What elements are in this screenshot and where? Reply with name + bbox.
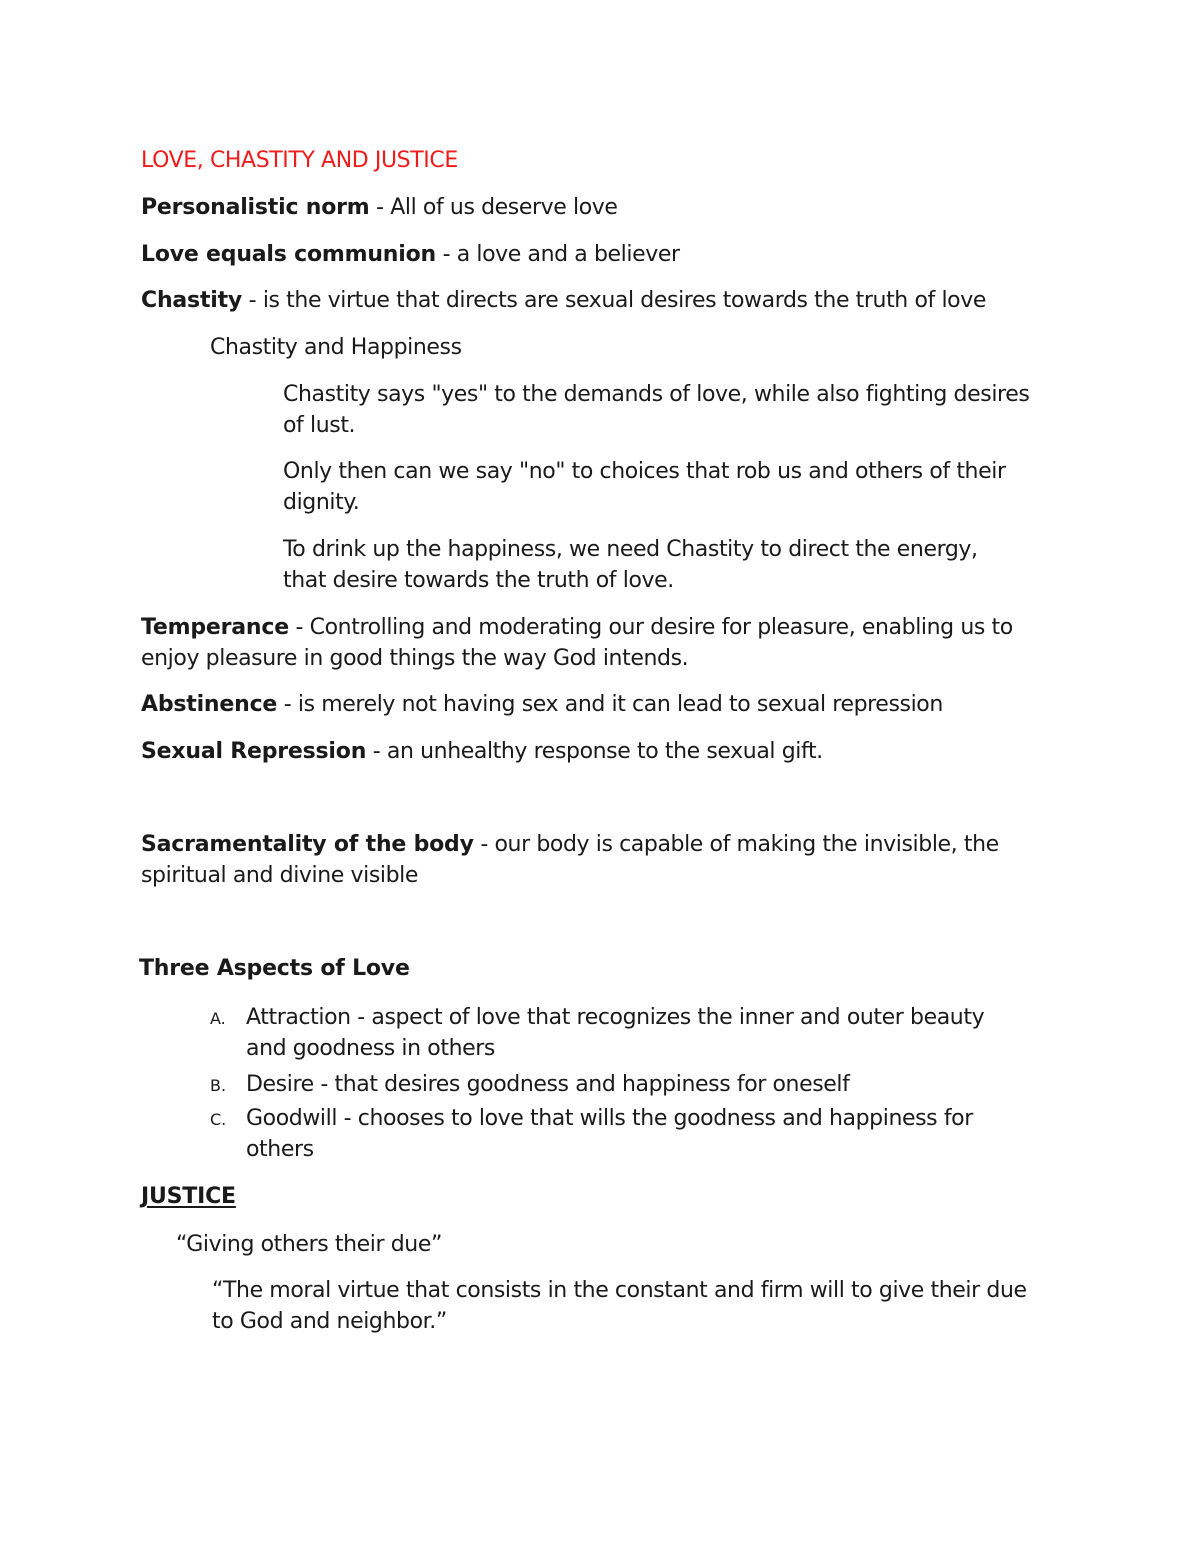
definition-chastity (141, 285, 986, 316)
list-item-goodwill-line-2: others (246, 1137, 314, 1162)
definition-abstinence (141, 689, 943, 720)
definition-term: Personalistic norm (141, 195, 370, 220)
definition-sacramentality-line-2: spiritual and divine visible (141, 863, 419, 888)
definition-separator: - (288, 615, 310, 640)
definition-term: Abstinence (141, 692, 278, 717)
definition-text: our body is capable of making the invisible, the (494, 832, 999, 857)
definition-text: a love and a believer (456, 242, 680, 267)
definition-text: an unhealthy response to the sexual gift. (386, 739, 823, 764)
definition-love-equals-communion (141, 239, 680, 270)
list-marker: A. (210, 1009, 226, 1028)
list-marker: B. (210, 1076, 227, 1095)
definition-temperance-line-2: enjoy pleasure in good things the way God intends. (141, 646, 689, 671)
subheading-chastity-happiness: Chastity and Happiness (210, 335, 462, 360)
definition-sacramentality (141, 829, 999, 860)
definition-separator: - (369, 195, 391, 220)
section-heading-three-aspects: Three Aspects of Love (139, 956, 410, 981)
definition-term: Love equals communion (141, 242, 436, 267)
definition-separator: - (435, 242, 457, 267)
definition-separator: - (242, 288, 263, 313)
chastity-point-1-line-2: of lust. (283, 413, 356, 438)
definition-temperance (141, 612, 1013, 643)
definition-text: is the virtue that directs are sexual desires towards the truth of love (262, 288, 986, 313)
justice-quote-2-line-1: “The moral virtue that consists in the constant and firm will to give their due (212, 1278, 1027, 1303)
definition-sexual-repression (141, 736, 823, 767)
chastity-point-1-line-1: Chastity says "yes" to the demands of love, while also fighting desires (283, 382, 1030, 407)
chastity-point-3-line-1: To drink up the happiness, we need Chastity to direct the energy, (283, 537, 978, 562)
definition-separator: - (473, 832, 495, 857)
definition-text: All of us deserve love (390, 195, 618, 220)
document-title: LOVE, CHASTITY AND JUSTICE (141, 148, 458, 173)
justice-quote-1: “Giving others their due” (176, 1232, 442, 1257)
definition-text: is merely not having sex and it can lead to sexual repression (297, 692, 943, 717)
list-item-attraction-line-1: Attraction - aspect of love that recognizes the inner and outer beauty (246, 1005, 985, 1030)
definition-separator: - (277, 692, 298, 717)
list-item-goodwill-line-1: Goodwill - chooses to love that wills the goodness and happiness for (246, 1106, 973, 1131)
chastity-point-2-line-2: dignity. (283, 490, 360, 515)
definition-text: Controlling and moderating our desire for pleasure, enabling us to (309, 615, 1013, 640)
section-heading-justice: JUSTICE (141, 1184, 236, 1209)
definition-term: Sacramentality of the body (141, 832, 474, 857)
list-marker: C. (210, 1110, 227, 1129)
definition-term: Sexual Repression (141, 739, 367, 764)
list-item-desire: Desire - that desires goodness and happiness for oneself (246, 1072, 850, 1097)
definition-personalistic-norm (141, 192, 618, 223)
chastity-point-3-line-2: that desire towards the truth of love. (283, 568, 674, 593)
justice-quote-2-line-2: to God and neighbor.” (212, 1309, 447, 1334)
definition-term: Chastity (141, 288, 243, 313)
list-item-attraction-line-2: and goodness in others (246, 1036, 495, 1061)
definition-term: Temperance (141, 615, 289, 640)
chastity-point-2-line-1: Only then can we say "no" to choices that rob us and others of their (283, 459, 1006, 484)
definition-separator: - (366, 739, 387, 764)
